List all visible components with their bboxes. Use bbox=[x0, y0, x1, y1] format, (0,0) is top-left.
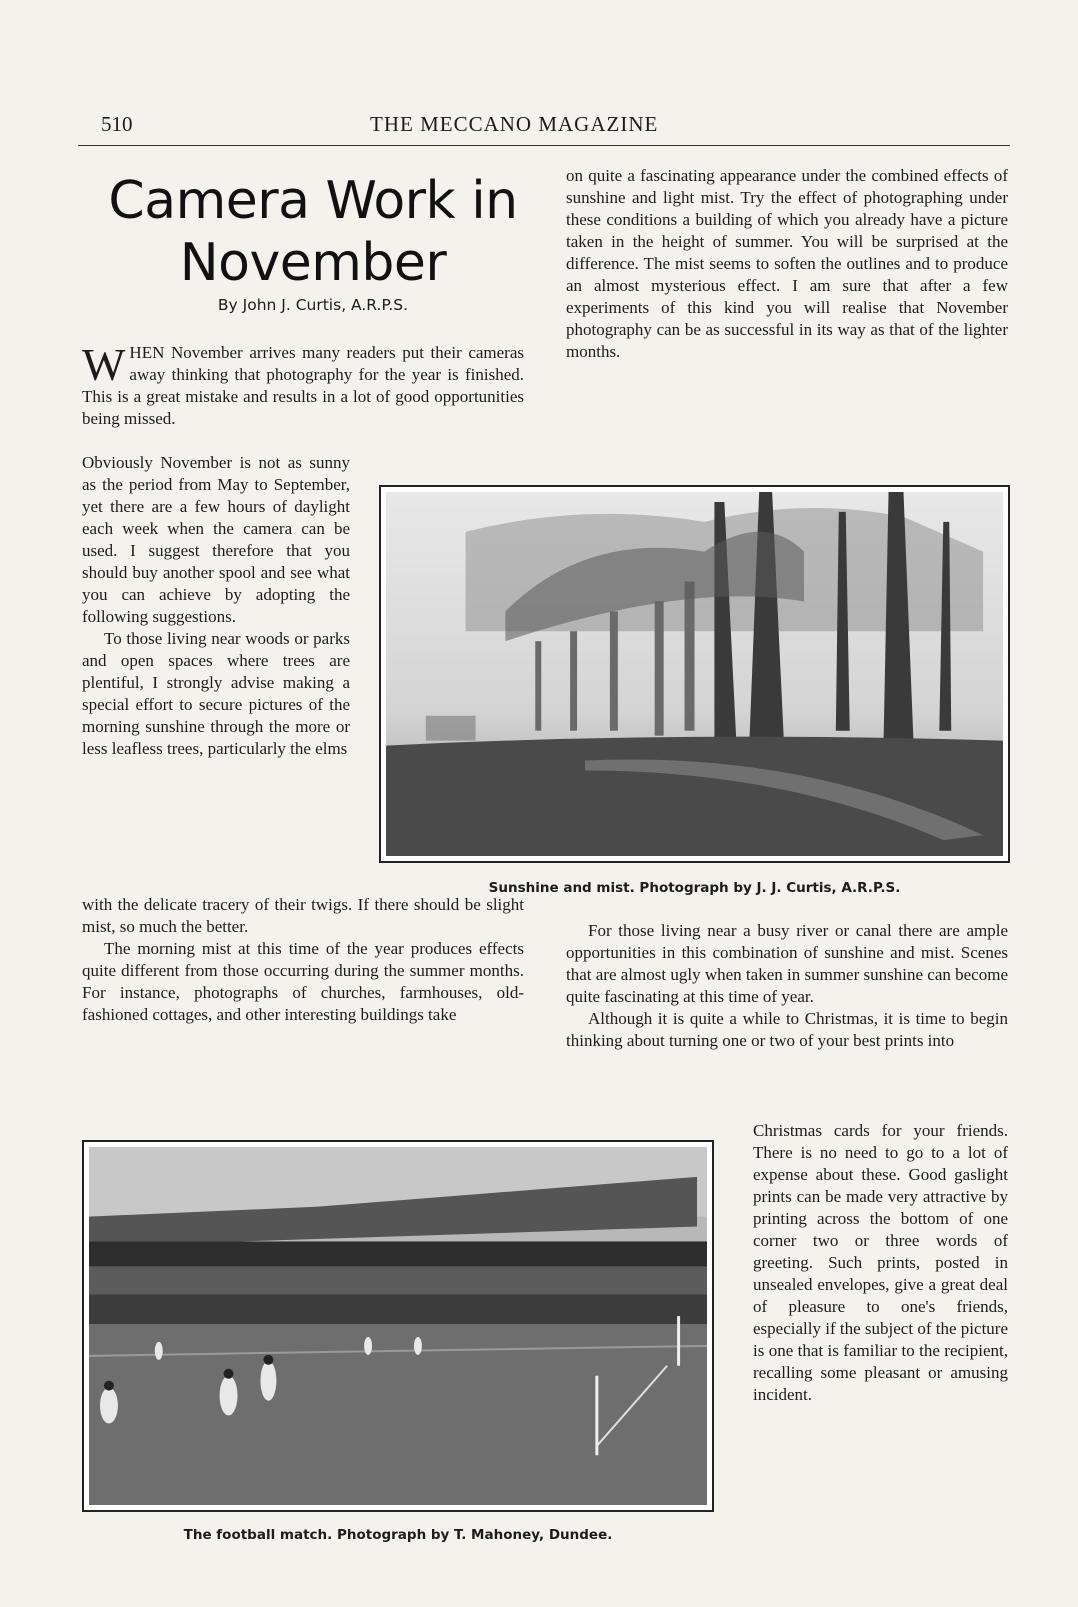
article-title bbox=[78, 170, 548, 294]
paragraph-woods: To those living near woods or parks and open spaces where trees are plentiful, I strongly advise making a special effort to secure pictures of the morning sunshine through the more or less leafless trees, particularly the elms bbox=[82, 629, 350, 758]
photo-caption-2: The football match. Photograph by T. Mahoney, Dundee. bbox=[183, 1527, 613, 1543]
magazine-title: THE MECCANO MAGAZINE bbox=[370, 112, 659, 136]
photo-caption-1: Sunshine and mist. Photograph by J. J. Curtis, A.R.P.S. bbox=[488, 880, 901, 896]
right-column-top bbox=[566, 165, 1008, 363]
right-column-lower bbox=[566, 920, 1008, 1052]
football-match-image bbox=[89, 1147, 707, 1505]
paragraph-morning-mist: The morning mist at this time of the year produces effects quite different from those occurring during the summer months. For instance, photographs of churches, farmhouses, old-fashioned cottages, and other interesting buildings take bbox=[82, 939, 524, 1024]
lower-left-column bbox=[82, 894, 524, 1026]
byline: By John J. Curtis, A.R.P.S. bbox=[217, 296, 409, 314]
narrow-column bbox=[82, 452, 350, 760]
intro-text: HEN November arrives many readers put their cameras away thinking that photography for the year is finished. This is a great mistake and results in a lot of good opportunities being missed. bbox=[82, 343, 524, 428]
title-line-1: Camera Work in bbox=[108, 171, 518, 231]
page-number: 510 bbox=[101, 112, 133, 136]
right-column-narrow bbox=[753, 1120, 1008, 1406]
photo-football-match bbox=[82, 1140, 714, 1512]
paragraph-tracery: with the delicate tracery of their twigs. If there should be slight mist, so much the better. bbox=[82, 895, 524, 936]
paragraph-fascinating: on quite a fascinating appearance under the combined effects of sunshine and light mist. Try the effect of photographing under these conditions a building of which you already have a picture taken in the height of summer. You will be surprised at the difference. The mist seems to soften the outlines and to produce an almost mysterious effect. I am sure that after a few experiments of this kind you will realise that November photography can be as successful in its way as that of the lighter months. bbox=[566, 166, 1008, 361]
paragraph-obviously: Obviously November is not as sunny as the period from May to September, yet there are a few hours of daylight each week when the camera can be used. I suggest therefore that you should buy another spool and see what you can achieve by adopting the following suggestions. bbox=[82, 453, 350, 626]
intro-paragraph bbox=[82, 339, 524, 430]
header-rule bbox=[78, 145, 1010, 146]
paragraph-cards: Christmas cards for your friends. There is no need to go to a lot of expense about these. Good gaslight prints can be made very attractive by printing across the bottom of one corner two or three words of greeting. Such prints, posted in unsealed envelopes, give a great deal of pleasure to one's friends, especially if the subject of the picture is one that is familiar to the recipient, recalling some pleasant or amusing incident. bbox=[753, 1121, 1008, 1404]
drop-cap: W bbox=[82, 339, 126, 390]
title-line-2: November bbox=[179, 233, 447, 293]
photo-sunshine-and-mist bbox=[379, 485, 1010, 863]
paragraph-christmas: Although it is quite a while to Christmas, it is time to begin thinking about turning one or two of your best prints into bbox=[566, 1009, 1008, 1050]
paragraph-river: For those living near a busy river or canal there are ample opportunities in this combination of sunshine and mist. Scenes that are almost ugly when taken in summer sunshine can become quite fascinating at this time of year. bbox=[566, 921, 1008, 1006]
misty-trees-image bbox=[386, 492, 1003, 856]
